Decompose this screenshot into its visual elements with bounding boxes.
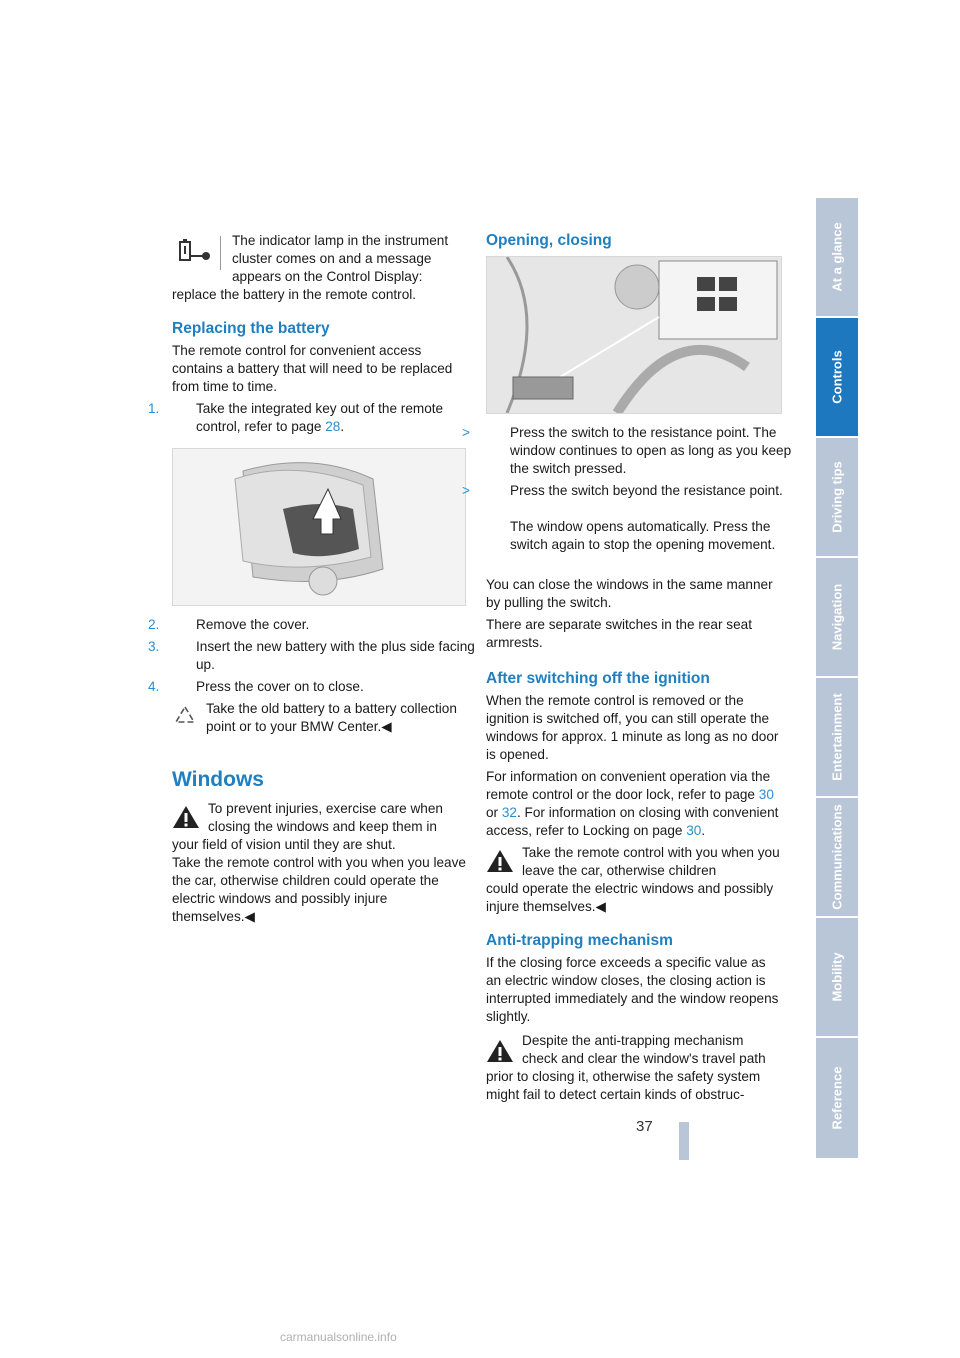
anti-warning-a: Despite the anti-trapping mechanism check and clear the window's travel path [522, 1033, 766, 1066]
indicator-cont: replace the battery in the remote control. [172, 287, 417, 302]
step-3: 3. Insert the new battery with the plus side facing up. [148, 639, 475, 672]
after-text: When the remote control is removed or the ignition is switched off, you can still operate the windows for approx. 1 minute as long as no door is opened. [486, 693, 779, 762]
bullet-2-cont: The window opens automatically. Press the switch again to stop the opening movement. [510, 519, 776, 552]
remote-warning-b: could operate the electric windows and possibly injure themselves.◀ [486, 881, 774, 914]
warning-icon [486, 1038, 514, 1064]
replace-intro: The remote control for convenient access contains a battery that will need to be replaced from time to time. [172, 343, 453, 394]
heading-anti-trapping: Anti-trapping mechanism [486, 932, 673, 949]
tab-navigation[interactable]: Navigation [816, 558, 858, 678]
recycle-text: Take the old battery to a battery collection point or to your BMW Center.◀ [206, 701, 457, 734]
recycle-icon [172, 704, 198, 730]
windows-warning-c: Take the remote control with you when you leave the car, otherwise children could operate the electric windows and possibly injure themselves.◀ [172, 855, 466, 924]
indicator-lamp-icon [172, 236, 221, 270]
anti-warning-b: prior to closing it, otherwise the safety system might fail to detect certain kinds of obstruc- [486, 1069, 761, 1102]
tab-controls[interactable]: Controls [816, 318, 858, 438]
remote-control-figure [172, 448, 466, 606]
tab-mobility[interactable]: Mobility [816, 918, 858, 1038]
windows-warning-b: your field of vision until they are shut. [172, 837, 396, 852]
warning-icon [486, 848, 514, 874]
page-link-32[interactable]: 32 [501, 805, 517, 820]
page-number: 37 [636, 1118, 653, 1135]
page-number-bar [679, 1122, 689, 1160]
rear-text: There are separate switches in the rear seat armrests. [486, 617, 752, 650]
tab-at-a-glance[interactable]: At a glance [816, 198, 858, 318]
watermark: carmanualsonline.info [280, 1330, 397, 1344]
heading-opening-closing: Opening, closing [486, 232, 612, 249]
heading-replacing-battery: Replacing the battery [172, 320, 330, 337]
windows-warning-a: To prevent injuries, exercise care when closing the windows and keep them in [208, 801, 443, 834]
tab-communications[interactable]: Communications [816, 798, 858, 918]
close-text: You can close the windows in the same manner by pulling the switch. [486, 577, 773, 610]
step-1: 1. Take the integrated key out of the remote control, refer to page 28. [148, 401, 444, 434]
step-4: 4. Press the cover on to close. [148, 679, 364, 694]
tab-driving-tips[interactable]: Driving tips [816, 438, 858, 558]
step-2: 2. Remove the cover. [148, 617, 310, 632]
warning-icon [172, 804, 200, 830]
remote-warning-a: Take the remote control with you when you leave the car, otherwise children [522, 845, 780, 878]
heading-after-ignition: After switching off the ignition [486, 670, 710, 687]
page-link-30[interactable]: 30 [758, 787, 774, 802]
heading-windows: Windows [172, 768, 264, 791]
tab-entertainment[interactable]: Entertainment [816, 678, 858, 798]
page-link-30-b[interactable]: 30 [686, 823, 702, 838]
page-link-28[interactable]: 28 [325, 419, 341, 434]
anti-text: If the closing force exceeds a specific value as an electric window closes, the closing action is interrupted immediately and the window reopens slightly. [486, 955, 779, 1024]
indicator-text: The indicator lamp in the instrument cluster comes on and a message appears on the Control Display: [232, 233, 449, 284]
bullet-2: > Press the switch beyond the resistance point. [462, 483, 783, 498]
window-switch-figure [486, 256, 782, 414]
bullet-1: > Press the switch to the resistance point. The window continues to open as long as you keep the switch pressed. [462, 425, 792, 476]
info-text: For information on convenient operation via the remote control or the door lock, refer to page 30 or 32. For information on closing with convenient access, refer to Locking on page 30. [486, 769, 779, 838]
tab-reference[interactable]: Reference [816, 1038, 858, 1160]
